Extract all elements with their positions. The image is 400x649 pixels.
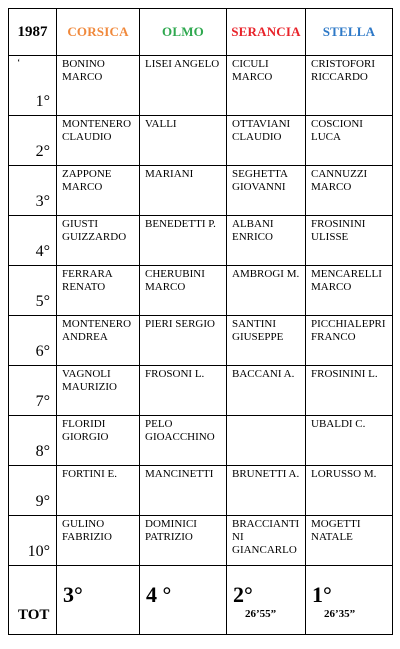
athlete-name: BONINO MARCO [62,58,105,83]
athlete-name: FROSONI L. [145,368,205,380]
athlete-name: FERRARA RENATO [62,268,113,293]
position-label: 8° [35,443,50,460]
team-rank: 4 ° [146,582,172,607]
name-cell [227,366,306,416]
athlete-name: UBALDI C. [311,418,366,430]
name-cell [57,56,140,116]
team-name: OLMO [162,24,204,39]
position-cell [9,216,57,266]
name-cell [140,366,227,416]
name-cell [227,416,306,466]
athlete-name: COSCIONI LUCA [311,118,363,143]
athlete-name: VAGNOLI MAURIZIO [62,368,117,393]
name-cell [140,416,227,466]
position-label: 10° [27,543,50,560]
totals-label-cell [9,566,57,635]
table-row [9,416,393,466]
athlete-name: DOMINICI PATRIZIO [145,518,197,543]
athlete-name: PICCHIALEPRI FRANCO [311,318,386,343]
name-cell [227,56,306,116]
name-cell [227,266,306,316]
athlete-name: CHERUBINI MARCO [145,268,205,293]
table-row [9,116,393,166]
athlete-name: MONTENERO CLAUDIO [62,118,132,143]
athlete-name: GIUSTI GUIZZARDO [62,218,127,243]
athlete-name: MARIANI [145,168,194,180]
table-row [9,166,393,216]
athlete-name: MOGETTI NATALE [311,518,361,543]
name-cell [140,316,227,366]
name-cell [57,416,140,466]
athlete-name: CANNUZZI MARCO [311,168,368,193]
athlete-name: ALBANI ENRICO [232,218,274,243]
team-name: CORSICA [67,24,129,39]
row-mark: ‘ [17,58,21,69]
name-cell [227,516,306,566]
name-cell [57,216,140,266]
athlete-name: BRUNETTI A. [232,468,300,480]
table-row [9,216,393,266]
position-cell [9,316,57,366]
name-cell [306,216,393,266]
total-cell [227,566,306,635]
name-cell [306,466,393,516]
team-name: STELLA [322,24,376,39]
name-cell [140,116,227,166]
athlete-name: PELO GIOACCHINO [145,418,215,443]
athlete-name: MANCINETTI [145,468,214,480]
year: 1987 [17,24,48,40]
name-cell [306,116,393,166]
athlete-name: FROSININI ULISSE [311,218,366,243]
team-name: SERANCIA [231,24,301,39]
athlete-name: BACCANI A. [232,368,295,380]
results-table [8,8,393,635]
total-cell [140,566,227,635]
position-cell [9,166,57,216]
position-label: 9° [35,493,50,510]
athlete-name: FROSININI L. [311,368,378,380]
name-cell [57,516,140,566]
position-cell [9,366,57,416]
team-rank: 2° [233,582,253,607]
name-cell [140,516,227,566]
name-cell [140,166,227,216]
team-header-corsica [57,9,140,56]
position-cell [9,266,57,316]
table-row [9,466,393,516]
name-cell [306,516,393,566]
athlete-name: SEGHETTA GIOVANNI [232,168,288,193]
total-cell [57,566,140,635]
athlete-name: ZAPPONE MARCO [62,168,112,193]
athlete-name: SANTINI GIUSEPPE [232,318,284,343]
athlete-name: GULINO FABRIZIO [62,518,112,543]
position-label: 1° [35,93,50,110]
table-row [9,316,393,366]
position-label: 3° [35,193,50,210]
total-cell [306,566,393,635]
table-row [9,56,393,116]
name-cell [57,466,140,516]
position-cell [9,416,57,466]
athlete-name: LORUSSO M. [311,468,377,480]
athlete-name: FORTINI E. [62,468,117,480]
team-header-stella [306,9,393,56]
name-cell [306,56,393,116]
name-cell [227,166,306,216]
name-cell [306,266,393,316]
name-cell [57,166,140,216]
athlete-name: FLORIDI GIORGIO [62,418,109,443]
position-label: 5° [35,293,50,310]
athlete-name [227,416,305,418]
athlete-name: LISEI ANGELO [145,58,220,70]
athlete-name: OTTAVIANI CLAUDIO [232,118,291,143]
team-time: 26’35” [324,608,356,620]
team-rank: 3° [63,582,83,607]
name-cell [306,416,393,466]
name-cell [306,166,393,216]
results-table-container [8,8,393,635]
year-cell [9,9,57,56]
position-label: 2° [35,143,50,160]
team-rank: 1° [312,582,332,607]
athlete-name: CRISTOFORI RICCARDO [311,58,375,83]
name-cell [140,266,227,316]
team-header-olmo [140,9,227,56]
position-label: 4° [35,243,50,260]
table-row [9,516,393,566]
name-cell [140,466,227,516]
position-label: 7° [35,393,50,410]
athlete-name: BRACCIANTINI GIANCARLO [232,518,300,556]
athlete-name: MONTENERO ANDREA [62,318,132,343]
name-cell [57,266,140,316]
position-cell [9,516,57,566]
table-row [9,366,393,416]
position-cell [9,56,57,116]
position-cell [9,116,57,166]
totals-label: TOT [18,607,50,623]
name-cell [306,366,393,416]
name-cell [227,216,306,266]
athlete-name: MENCARELLI MARCO [311,268,382,293]
totals-row [9,566,393,635]
name-cell [57,366,140,416]
athlete-name: VALLI [145,118,177,130]
name-cell [57,316,140,366]
name-cell [227,116,306,166]
athlete-name: CICULI MARCO [232,58,273,83]
athlete-name: AMBROGI M. [232,268,300,280]
name-cell [227,316,306,366]
name-cell [227,466,306,516]
name-cell [306,316,393,366]
table-row [9,266,393,316]
athlete-name: PIERI SERGIO [145,318,215,330]
position-label: 6° [35,343,50,360]
name-cell [57,116,140,166]
name-cell [140,56,227,116]
position-cell [9,466,57,516]
name-cell [140,216,227,266]
header-row [9,9,393,56]
athlete-name: BENEDETTI P. [145,218,216,230]
team-time: 26’55” [245,608,277,620]
team-header-serancia [227,9,306,56]
